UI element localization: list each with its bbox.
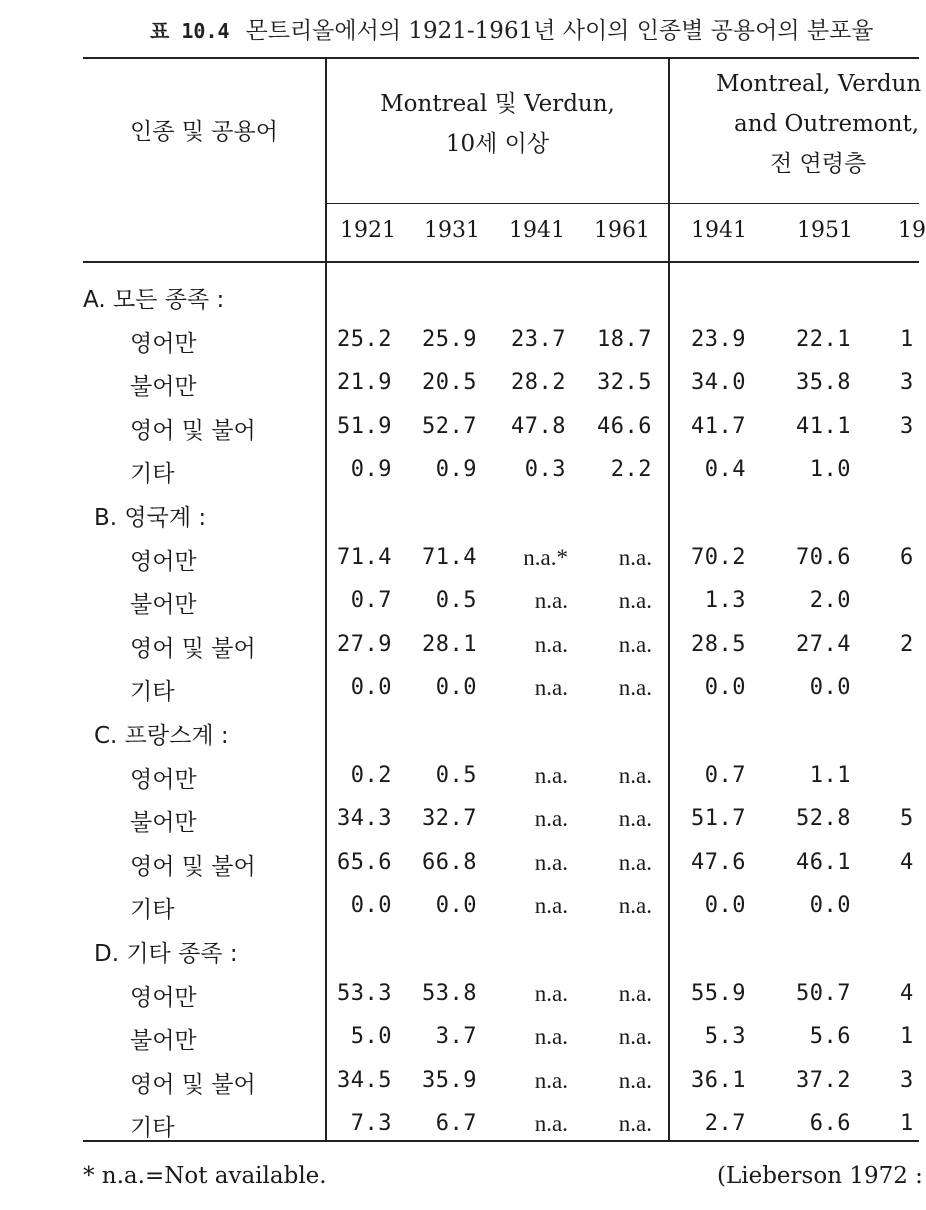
- table-cell: 0.9: [350, 457, 392, 483]
- table-cell: 0.0: [704, 893, 746, 919]
- group-row: [0, 929, 919, 973]
- table-cell: n.a.: [618, 631, 652, 657]
- table-cell: n.a.: [618, 893, 652, 919]
- table-cell: 1: [900, 326, 914, 352]
- table-cell: 23.9: [691, 326, 746, 352]
- row-label: 영어 및 불어: [130, 417, 256, 444]
- table-cell: 41.7: [691, 413, 746, 439]
- table-cell: 55.9: [691, 980, 746, 1006]
- table-cell: 66.8: [422, 849, 477, 875]
- table-row: [0, 580, 919, 624]
- source-citation: (Lieberson 1972 :: [717, 1163, 923, 1189]
- table-cell: 70.6: [796, 544, 851, 570]
- table-cell: 27.4: [796, 631, 851, 657]
- table-cell: 18.7: [597, 326, 652, 352]
- table-row: [0, 755, 919, 799]
- table-cell: 3: [900, 413, 914, 439]
- table-cell: 4: [900, 849, 914, 875]
- table-cell: 71.4: [337, 544, 392, 570]
- table-row: [0, 885, 919, 929]
- group-label: B. 영국계 :: [94, 505, 207, 531]
- table-cell: 0.2: [350, 762, 392, 788]
- table-cell: 46.1: [796, 849, 851, 875]
- year-header: 1931: [424, 218, 480, 243]
- table-cell: 65.6: [337, 849, 392, 875]
- table-cell: 3: [900, 1067, 914, 1093]
- table-cell: 0.0: [704, 675, 746, 701]
- table-cell: n.a.: [534, 893, 568, 919]
- year-header: 19: [898, 218, 926, 243]
- table-cell: 51.9: [337, 413, 392, 439]
- table-cell: 6: [900, 544, 914, 570]
- year-header: 1921: [340, 218, 396, 243]
- table-cell: 47.8: [511, 413, 566, 439]
- group1-header-line2: 10세 이상: [445, 131, 550, 157]
- table-cell: n.a.: [618, 762, 652, 788]
- table-cell: 4: [900, 980, 914, 1006]
- table-cell: 51.7: [691, 806, 746, 832]
- table-cell: 70.2: [691, 544, 746, 570]
- row-label: 영어 및 불어: [130, 635, 256, 662]
- table-cell: n.a.: [534, 675, 568, 701]
- group1-header-line1: Montreal 및 Verdun,: [380, 91, 615, 117]
- row-label: 영어만: [130, 330, 197, 357]
- group-row: [0, 711, 919, 755]
- table-cell: n.a.: [534, 849, 568, 875]
- row-label: 불어만: [130, 592, 197, 619]
- header-bottom-rule: [83, 261, 919, 263]
- row-label: 영어 및 불어: [130, 853, 256, 880]
- table-row: [0, 406, 919, 450]
- row-label: 기타: [130, 461, 175, 488]
- table-cell: 3.7: [435, 1024, 477, 1050]
- table-cell: 0.7: [704, 762, 746, 788]
- table-row: [0, 842, 919, 886]
- table-cell: 22.1: [796, 326, 851, 352]
- group-label: D. 기타 종족 :: [94, 941, 238, 967]
- row-label: 불어만: [130, 810, 197, 837]
- group-label: C. 프랑스계 :: [94, 723, 229, 749]
- table-cell: n.a.: [534, 1111, 568, 1137]
- table-row: [0, 319, 919, 363]
- table-cell: 2.0: [809, 588, 851, 614]
- table-cell: n.a.: [618, 675, 652, 701]
- table-cell: n.a.: [534, 1024, 568, 1050]
- table-number: 표 10.4: [150, 19, 230, 43]
- year-header: 1961: [594, 218, 650, 243]
- table-cell: 0.0: [809, 675, 851, 701]
- table-cell: 5.0: [350, 1024, 392, 1050]
- table-cell: 0.0: [435, 675, 477, 701]
- table-cell: n.a.: [618, 980, 652, 1006]
- table-cell: 1: [900, 1024, 914, 1050]
- table-row: [0, 1060, 919, 1104]
- table-row: [0, 1016, 919, 1060]
- table-cell: n.a.: [534, 806, 568, 832]
- table-cell: 28.2: [511, 370, 566, 396]
- table-cell: n.a.: [618, 806, 652, 832]
- table-caption: [150, 12, 874, 45]
- table-cell: 32.7: [422, 806, 477, 832]
- footnote: * n.a.=Not available.: [83, 1163, 327, 1189]
- stub-header: 인종 및 공용어: [130, 119, 278, 145]
- table-cell: n.a.: [618, 544, 652, 570]
- table-cell: n.a.: [618, 588, 652, 614]
- table-cell: 34.5: [337, 1067, 392, 1093]
- table-cell: 1.3: [704, 588, 746, 614]
- table-cell: 1.1: [809, 762, 851, 788]
- table-cell: 0.5: [435, 762, 477, 788]
- year-header: 1941: [509, 218, 565, 243]
- group2-header-line1: Montreal, Verdun: [716, 71, 922, 97]
- table-row: [0, 624, 919, 668]
- table-cell: 53.3: [337, 980, 392, 1006]
- header-divider: [327, 203, 919, 204]
- table-row: [0, 537, 919, 581]
- group2-header-line3: 전 연령층: [770, 151, 867, 177]
- table-cell: n.a.: [618, 849, 652, 875]
- table-cell: n.a.: [618, 1067, 652, 1093]
- table-cell: 50.7: [796, 980, 851, 1006]
- table-cell: 0.4: [704, 457, 746, 483]
- table-cell: 5.6: [809, 1024, 851, 1050]
- table-cell: 36.1: [691, 1067, 746, 1093]
- table-cell: 23.7: [511, 326, 566, 352]
- top-rule: [83, 57, 919, 59]
- table-cell: 7.3: [350, 1111, 392, 1137]
- table-cell: n.a.: [534, 1067, 568, 1093]
- table-title: 몬트리올에서의 1921-1961년 사이의 인종별 공용어의 분포율: [245, 18, 874, 44]
- table-cell: 3: [900, 370, 914, 396]
- table-cell: 41.1: [796, 413, 851, 439]
- table-cell: 0.5: [435, 588, 477, 614]
- table-cell: 25.2: [337, 326, 392, 352]
- table-cell: 0.0: [350, 893, 392, 919]
- year-header: 1951: [797, 218, 853, 243]
- table-cell: 0.0: [809, 893, 851, 919]
- table-cell: 52.8: [796, 806, 851, 832]
- year-header: 1941: [691, 218, 747, 243]
- table-cell: 47.6: [691, 849, 746, 875]
- table-cell: 28.5: [691, 631, 746, 657]
- group-row: [0, 493, 919, 537]
- table-cell: n.a.*: [523, 544, 568, 570]
- table-cell: 46.6: [597, 413, 652, 439]
- table-cell: 6.6: [809, 1111, 851, 1137]
- table-cell: n.a.: [618, 1024, 652, 1050]
- table-cell: n.a.: [534, 980, 568, 1006]
- table-row: [0, 449, 919, 493]
- table-cell: 2: [900, 631, 914, 657]
- table-cell: 1.0: [809, 457, 851, 483]
- table-cell: 52.7: [422, 413, 477, 439]
- table-cell: 27.9: [337, 631, 392, 657]
- table-cell: 28.1: [422, 631, 477, 657]
- table-row: [0, 667, 919, 711]
- row-label: 불어만: [130, 1028, 197, 1055]
- row-label: 기타: [130, 679, 175, 706]
- table-row: [0, 1103, 919, 1147]
- table-cell: n.a.: [534, 631, 568, 657]
- group-row: [0, 275, 919, 319]
- table-cell: 20.5: [422, 370, 477, 396]
- row-label: 불어만: [130, 374, 197, 401]
- table-cell: 25.9: [422, 326, 477, 352]
- table-row: [0, 798, 919, 842]
- table-cell: 6.7: [435, 1111, 477, 1137]
- table-cell: 34.0: [691, 370, 746, 396]
- table-cell: 0.7: [350, 588, 392, 614]
- table-cell: 2.7: [704, 1111, 746, 1137]
- table-cell: 53.8: [422, 980, 477, 1006]
- table-cell: 37.2: [796, 1067, 851, 1093]
- table-cell: 34.3: [337, 806, 392, 832]
- table-cell: n.a.: [534, 762, 568, 788]
- table-cell: n.a.: [534, 588, 568, 614]
- table-cell: 0.0: [435, 893, 477, 919]
- table-row: [0, 973, 919, 1017]
- table-cell: 5.3: [704, 1024, 746, 1050]
- table-cell: 35.9: [422, 1067, 477, 1093]
- row-label: 영어만: [130, 548, 197, 575]
- table-cell: 32.5: [597, 370, 652, 396]
- table-cell: 0.0: [350, 675, 392, 701]
- group-label: A. 모든 종족 :: [83, 287, 225, 313]
- table-cell: 5: [900, 806, 914, 832]
- table-cell: 0.9: [435, 457, 477, 483]
- table-cell: 0.3: [524, 457, 566, 483]
- row-label: 기타: [130, 1115, 175, 1142]
- table-cell: 21.9: [337, 370, 392, 396]
- row-label: 기타: [130, 897, 175, 924]
- table-row: [0, 362, 919, 406]
- table-cell: 35.8: [796, 370, 851, 396]
- table-cell: 2.2: [610, 457, 652, 483]
- row-label: 영어만: [130, 984, 197, 1011]
- group2-header-line2: and Outremont,: [734, 111, 920, 137]
- row-label: 영어만: [130, 766, 197, 793]
- table-cell: 1: [900, 1111, 914, 1137]
- table-cell: n.a.: [618, 1111, 652, 1137]
- row-label: 영어 및 불어: [130, 1071, 256, 1098]
- table-cell: 71.4: [422, 544, 477, 570]
